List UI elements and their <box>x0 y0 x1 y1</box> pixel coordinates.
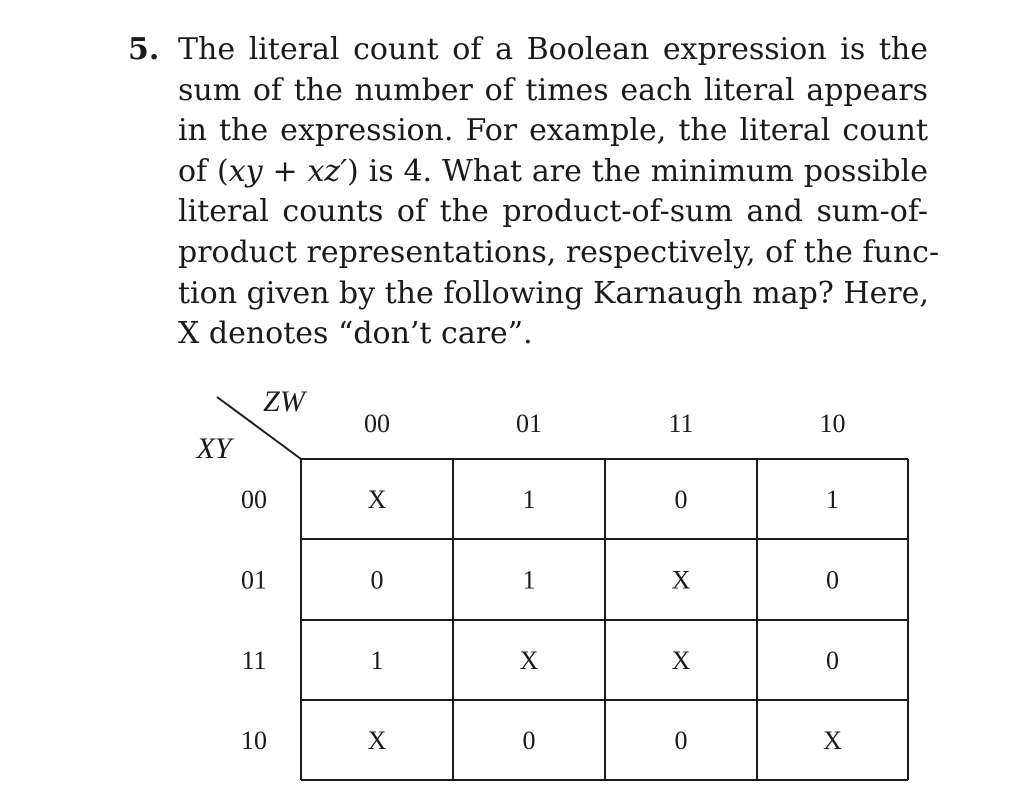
kmap-grid <box>301 459 908 780</box>
kmap-cell-11-01: X <box>519 646 539 675</box>
col-header-01: 01 <box>516 409 542 438</box>
kmap-cell-00-10: 1 <box>826 485 839 514</box>
kmap-cell-00-00: X <box>367 485 387 514</box>
question-number: 5. <box>128 32 160 67</box>
kmap-cell-11-10: 0 <box>826 646 839 675</box>
kmap-cell-10-11: 0 <box>674 726 688 755</box>
kmap-headers <box>241 409 846 755</box>
question-line-2: sum of the number of times each literal appears <box>178 72 928 108</box>
row-header-01: 01 <box>241 565 267 595</box>
kmap-cell-00-11: 0 <box>674 485 688 514</box>
kmap-cell-01-00: 0 <box>370 565 384 595</box>
row-variable-label: XY <box>196 432 232 465</box>
kmap-cell-01-11: X <box>671 565 691 595</box>
kmap-cell-11-00: 1 <box>370 646 384 675</box>
col-header-10: 10 <box>819 409 846 438</box>
col-header-00: 00 <box>364 409 390 438</box>
kmap-cell-01-01: 1 <box>522 565 536 595</box>
plus-operator: + <box>262 153 308 189</box>
question-line-8: X denotes “don’t care”. <box>178 316 533 352</box>
col-variable-label: ZW <box>263 385 305 418</box>
example-term-1: xy <box>228 153 263 189</box>
kmap-cell-10-00: X <box>367 726 387 755</box>
kmap-cell-10-10: X <box>823 726 842 755</box>
row-header-00: 00 <box>241 485 267 514</box>
question-line-5: literal counts of the product-of-sum and sum-of- <box>178 194 928 230</box>
kmap-cell-10-01: 0 <box>522 726 536 755</box>
kmap-cell-01-10: 0 <box>826 565 839 595</box>
kmap-cell-00-01: 1 <box>522 485 536 514</box>
row-header-11: 11 <box>241 646 267 675</box>
kmap-cell-11-11: X <box>671 646 691 675</box>
question-line-3: in the expression. For example, the literal count <box>178 113 928 149</box>
col-header-11: 11 <box>668 409 694 438</box>
question-line-7: tion given by the following Karnaugh map? Here, <box>178 275 929 311</box>
question-line-1: The literal count of a Boolean expression is the <box>178 32 928 67</box>
line4-pre: of ( <box>178 153 229 189</box>
question-line-6: product representations, respectively, of the func- <box>178 234 940 270</box>
row-header-10: 10 <box>241 726 267 755</box>
line4-post: ) is 4. What are the minimum possible <box>347 153 928 189</box>
example-term-2: xz′ <box>307 153 348 189</box>
